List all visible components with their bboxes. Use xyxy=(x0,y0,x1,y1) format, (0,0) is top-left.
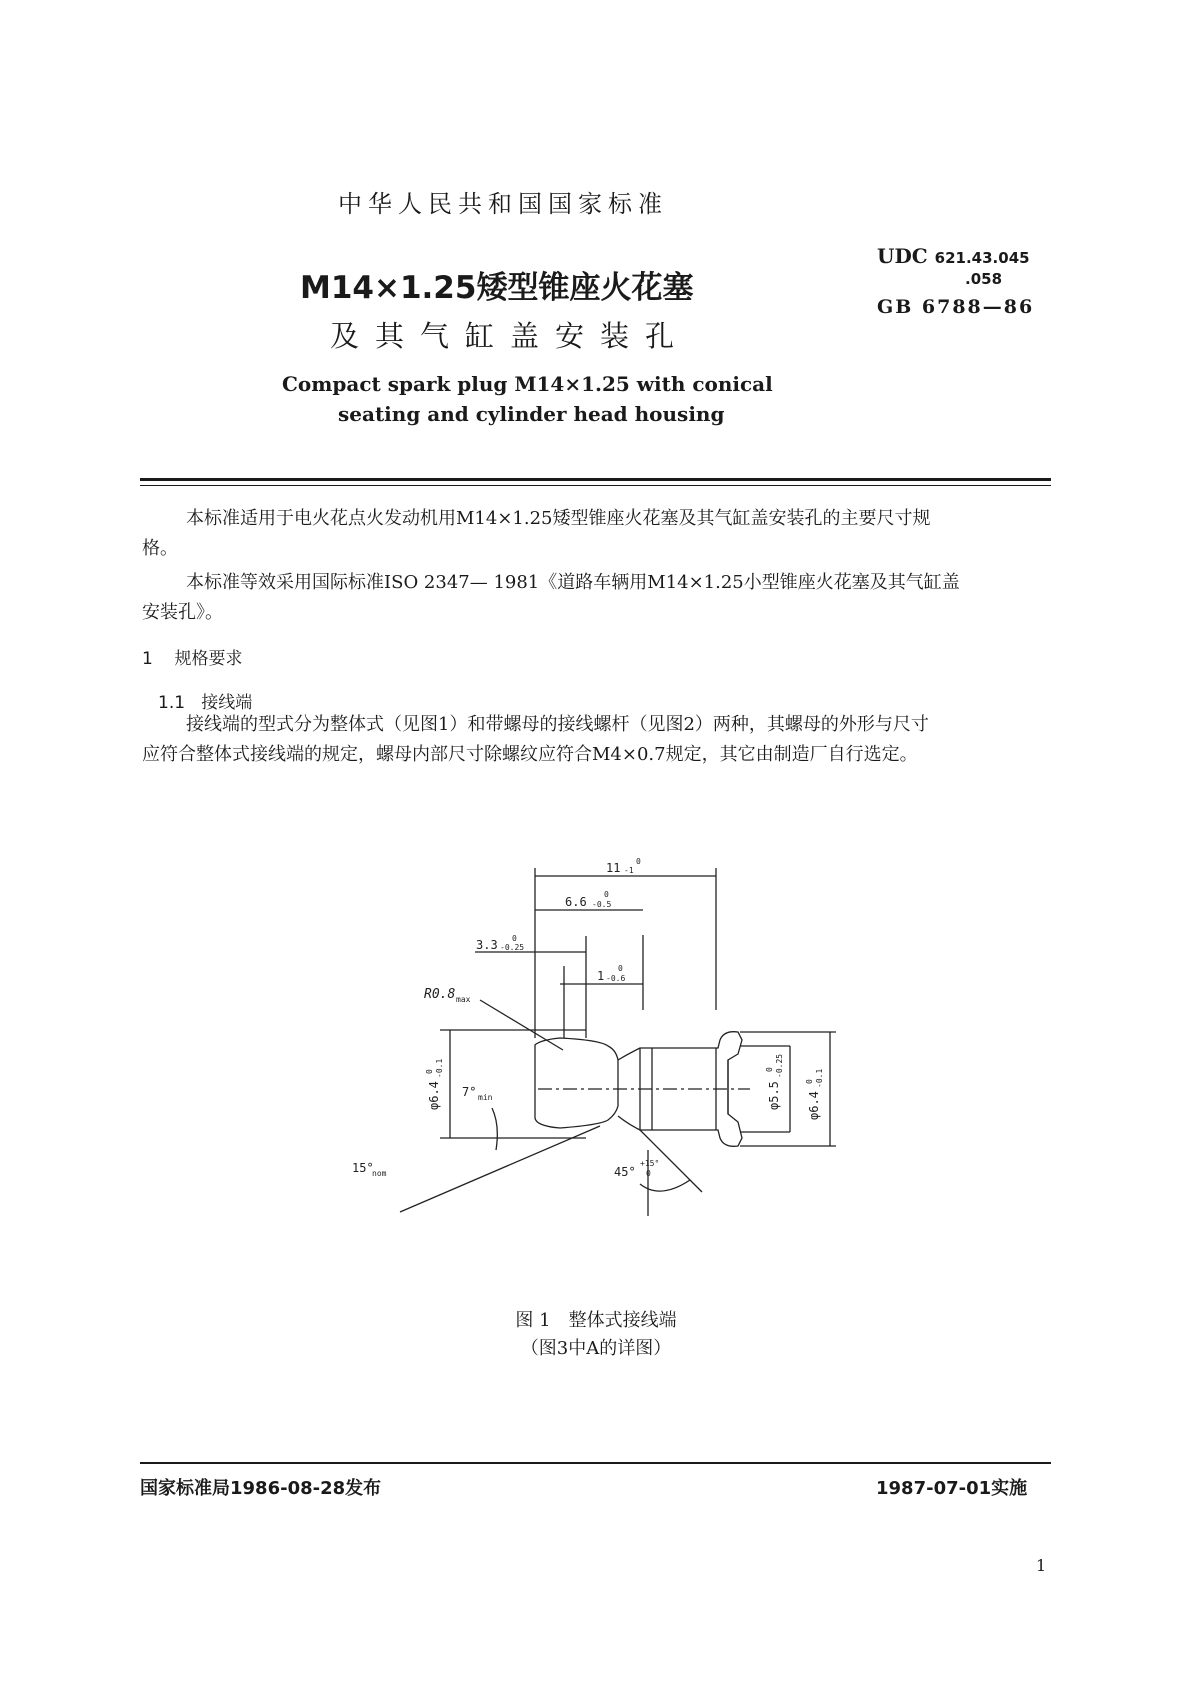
angle-45-tol: +15° xyxy=(640,1159,660,1168)
udc-suffix: .058 xyxy=(965,270,1003,288)
dia-right-tol-upper: 0 xyxy=(805,1079,814,1084)
angle-45-tol-lower: 0 xyxy=(646,1169,651,1178)
angle-7-sub: min xyxy=(478,1093,493,1102)
dim-6-6-tol-upper: 0 xyxy=(604,890,609,899)
angle-7-label: 7° xyxy=(462,1085,477,1099)
paragraph-iso-line-1: 本标准等效采用国际标准ISO 2347— 1981《道路车辆用M14×1.25小型锥座火花塞及其气缸盖 xyxy=(186,572,960,593)
paragraph-terminal-line-2: 应符合整体式接线端的规定，螺母内部尺寸除螺纹应符合M4×0.7规定，其它由制造厂自行选定。 xyxy=(142,744,918,765)
section-1-title: 规格要求 xyxy=(174,649,243,669)
dim-6-6-label: 6.6 xyxy=(565,895,587,909)
angle-15-label: 15° xyxy=(352,1161,374,1175)
figure-caption-line-1: 图 1 整体式接线端 xyxy=(515,1310,677,1331)
national-standard-heading: 中华人民共和国国家标准 xyxy=(338,190,668,218)
figure-caption-line-2: （图3中A的详图） xyxy=(520,1338,672,1359)
section-1-number: 1 xyxy=(142,649,153,669)
dim-1-label: 1 xyxy=(597,969,605,983)
dia-right-label: φ6.4 xyxy=(807,1091,821,1120)
dim-11-tol-upper: 0 xyxy=(636,857,641,866)
section-1-1-number: 1.1 xyxy=(158,693,186,713)
dia-left-tol-upper: 0 xyxy=(425,1069,434,1074)
dim-11-label: 11 xyxy=(606,861,621,875)
title-line-2: 及其气缸盖安装孔 xyxy=(330,319,691,353)
dia-mid-tol-upper: 0 xyxy=(765,1067,774,1072)
paragraph-scope-line-1: 本标准适用于电火花点火发动机用M14×1.25矮型锥座火花塞及其气缸盖安装孔的主要尺寸规 xyxy=(186,508,931,529)
issued-date: 国家标准局1986-08-28发布 xyxy=(140,1478,382,1499)
dim-11-tol: -1 xyxy=(624,866,634,875)
english-title-line-2: seating and cylinder head housing xyxy=(338,402,725,426)
dim-3-3-label: 3.3 xyxy=(476,938,498,952)
dia-right-tol: -0.1 xyxy=(815,1068,824,1088)
dim-1-tol: -0.6 xyxy=(606,974,626,983)
footer-rule xyxy=(140,1462,1051,1464)
dim-3-3-tol: -0.25 xyxy=(500,943,525,952)
angle-15-sub: nom xyxy=(372,1169,387,1178)
title-line-1: M14×1.25矮型锥座火花塞 xyxy=(300,270,694,306)
dia-mid-label: φ5.5 xyxy=(767,1081,781,1110)
paragraph-iso-line-2: 安装孔》。 xyxy=(142,602,223,623)
gb-number: GB 6788—86 xyxy=(877,296,1035,318)
radius-sub: max xyxy=(456,995,471,1004)
dim-3-3-tol-upper: 0 xyxy=(512,934,517,943)
dim-1-tol-upper: 0 xyxy=(618,964,623,973)
dia-left-label: φ6.4 xyxy=(427,1081,441,1110)
paragraph-scope-line-2: 格。 xyxy=(142,538,178,559)
drawing-lines xyxy=(400,868,836,1216)
angle-45-label: 45° xyxy=(614,1165,636,1179)
english-title-line-1: Compact spark plug M14×1.25 with conical xyxy=(282,372,773,396)
page-number: 1 xyxy=(1036,1556,1047,1575)
radius-label: R0.8 xyxy=(424,987,456,1002)
dia-mid-tol: -0.25 xyxy=(775,1053,784,1078)
udc-number: 621.43.045 xyxy=(934,249,1030,267)
effective-date: 1987-07-01实施 xyxy=(876,1478,1028,1499)
udc-prefix: UDC xyxy=(877,244,928,268)
section-1-1-title: 接线端 xyxy=(201,693,253,713)
dim-6-6-tol: -0.5 xyxy=(592,900,612,909)
paragraph-terminal-line-1: 接线端的型式分为整体式（见图1）和带螺母的接线螺杆（见图2）两种，其螺母的外形与尺寸 xyxy=(186,714,929,735)
dia-left-tol: -0.1 xyxy=(435,1058,444,1078)
